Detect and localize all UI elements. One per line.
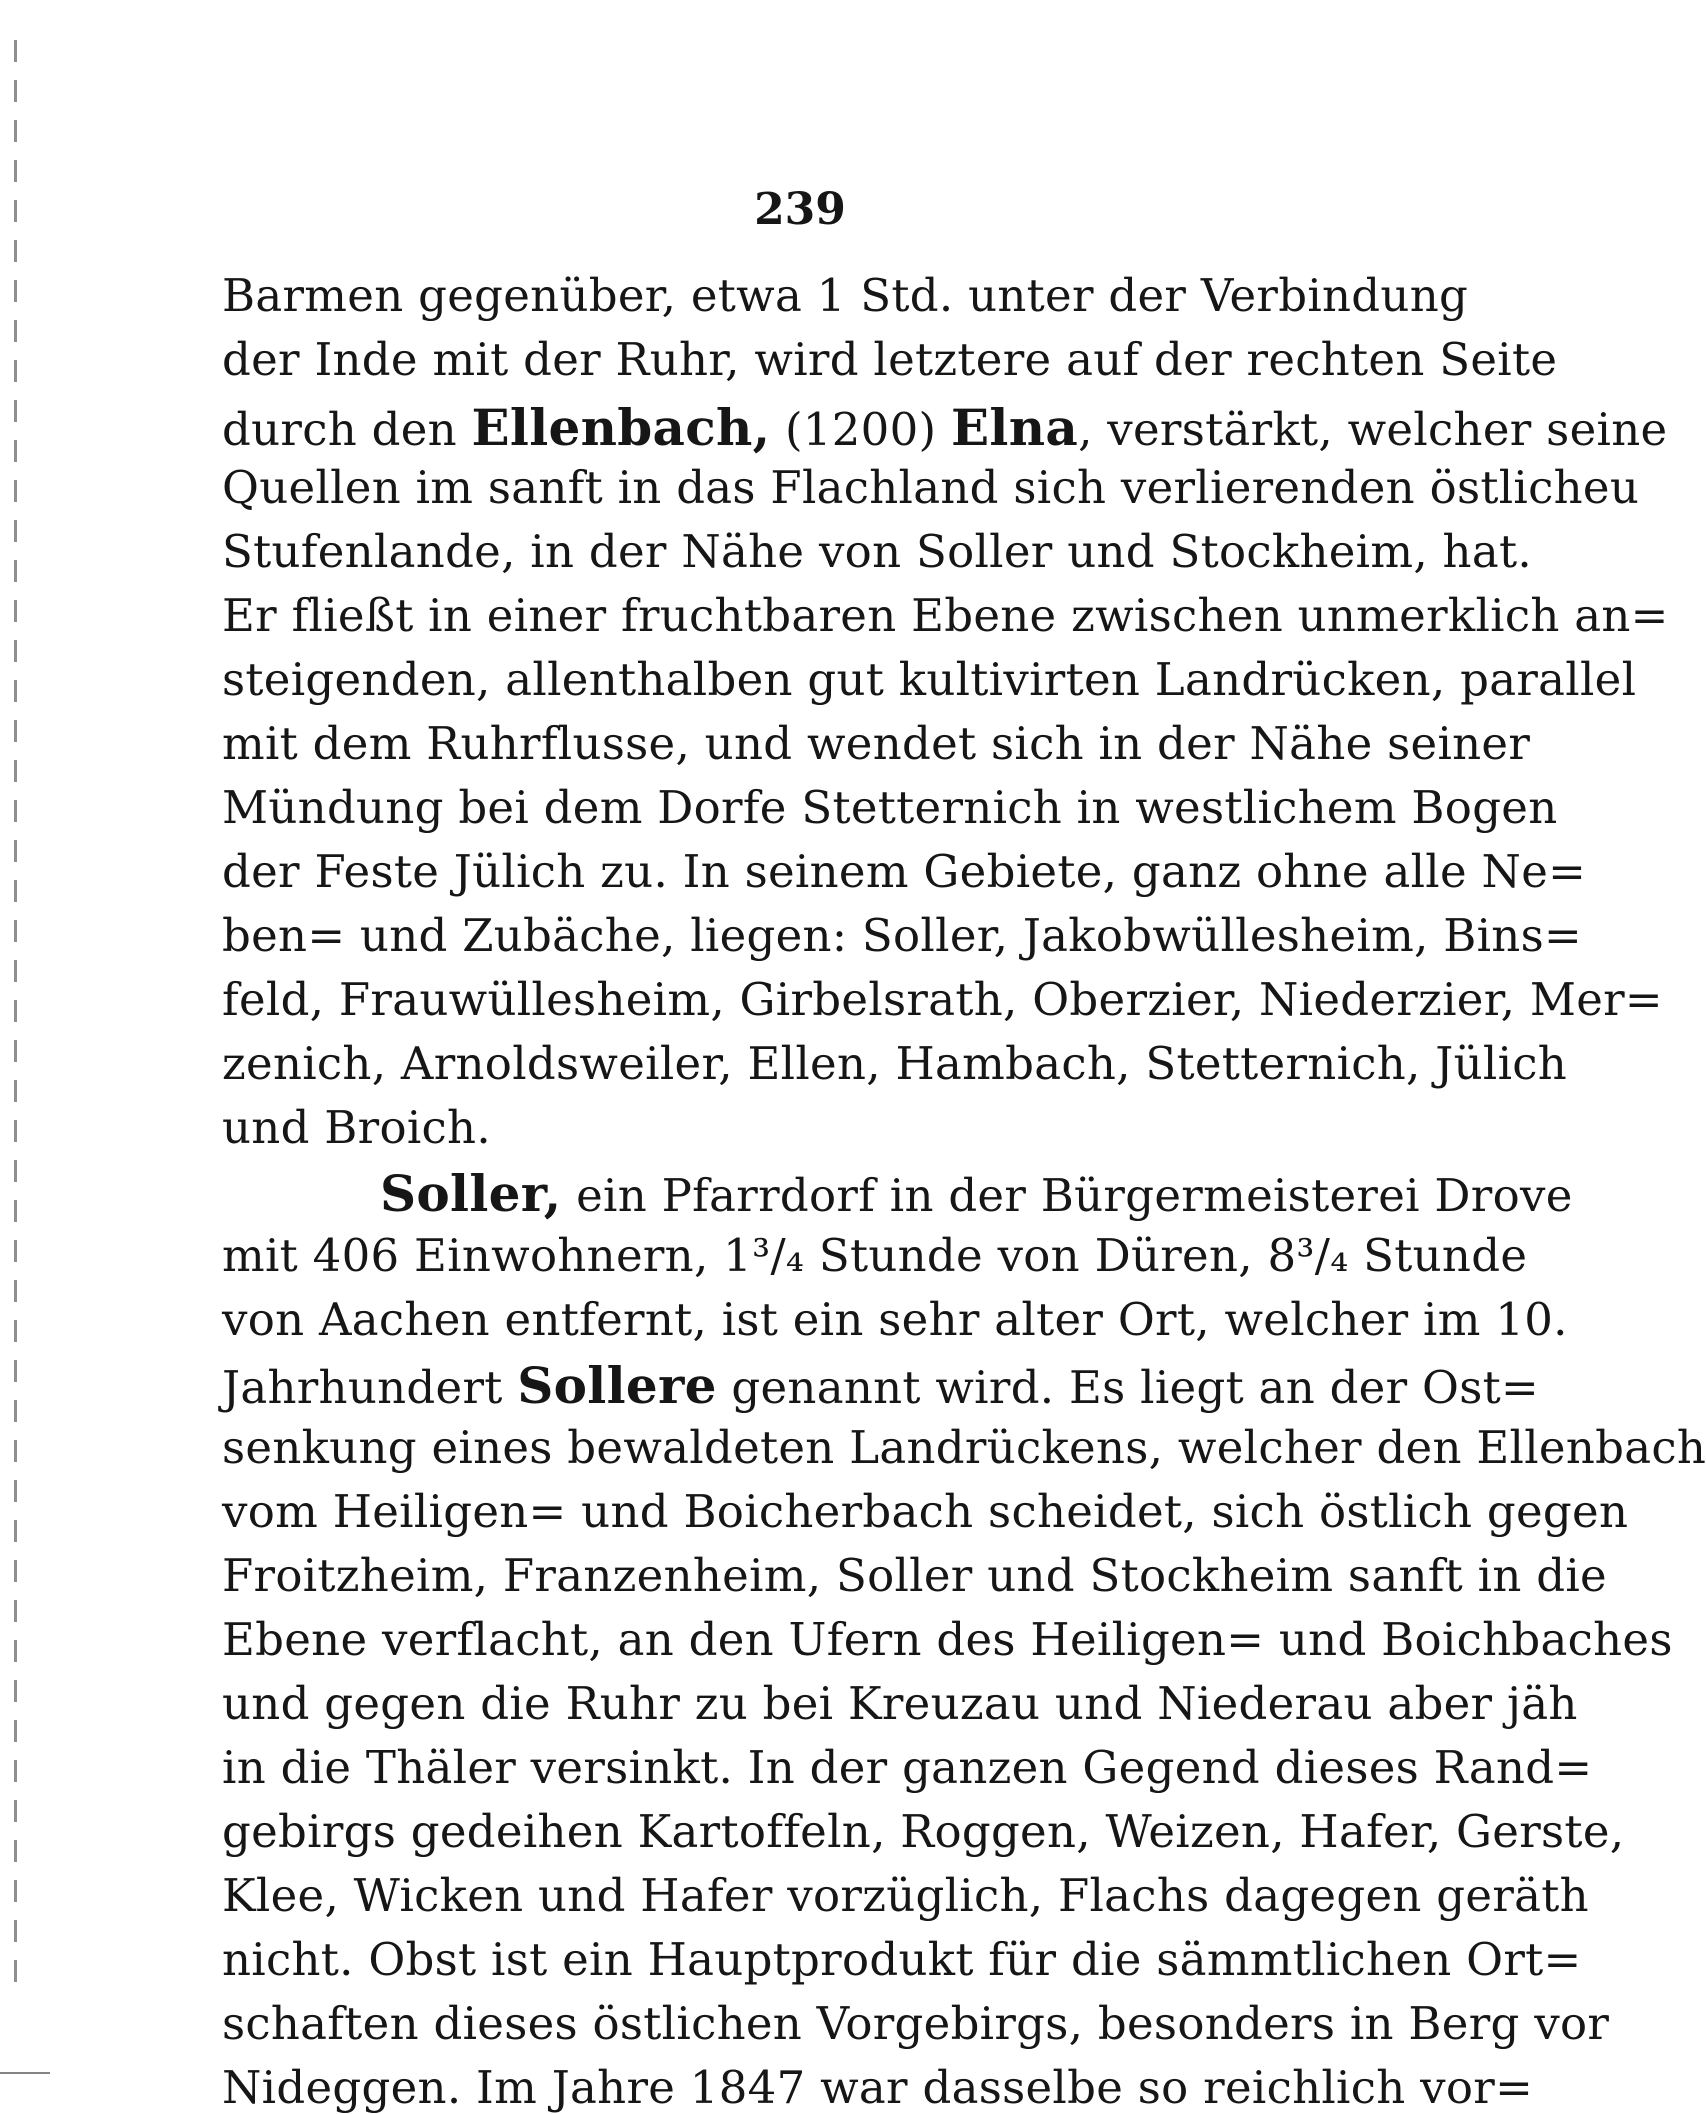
- text-span: Stufenlande, in der Nähe von Soller und Stockheim, hat.: [222, 525, 1532, 578]
- text-line: [222, 717, 1531, 770]
- text-span: Froitzheim, Franzenheim, Soller und Stockheim sanft in die: [222, 1549, 1607, 1602]
- emphasized-term: Sollere: [517, 1356, 717, 1415]
- text-line: [222, 1229, 1528, 1282]
- scan-edge-left: [14, 40, 17, 2000]
- text-line: [222, 1549, 1607, 1602]
- text-span: Ebene verflacht, an den Ufern des Heiligen= und Boichbaches: [222, 1613, 1673, 1666]
- text-span: mit dem Ruhrflusse, und wendet sich in der Nähe seiner: [222, 717, 1531, 770]
- text-line: [222, 1101, 1422, 1154]
- text-span: Er fließt in einer fruchtbaren Ebene zwischen unmerklich an=: [222, 589, 1669, 642]
- text-span: Nideggen. Im Jahre 1847 war dasselbe so reichlich vor=: [222, 2061, 1534, 2114]
- text-line: [380, 1164, 1573, 1223]
- emphasized-term: Ellenbach,: [471, 398, 771, 457]
- text-span: Klee, Wicken und Hafer vorzüglich, Flachs dagegen geräth: [222, 1869, 1589, 1922]
- text-span: schaften dieses östlichen Vorgebirgs, besonders in Berg vor: [222, 1997, 1610, 2050]
- text-line: [222, 973, 1663, 1026]
- text-span: von Aachen entfernt, ist ein sehr alter Ort, welcher im 10.: [222, 1293, 1568, 1346]
- text-span: der Inde mit der Ruhr, wird letztere auf der rechten Seite: [222, 333, 1558, 386]
- emphasized-term: Elna: [951, 398, 1079, 457]
- text-line: [222, 1356, 1540, 1415]
- text-span: Jahrhundert: [222, 1361, 518, 1414]
- text-span: ben= und Zubäche, liegen: Soller, Jakobwüllesheim, Bins=: [222, 909, 1582, 962]
- text-span: vom Heiligen= und Boicherbach scheidet, sich östlich gegen: [222, 1485, 1629, 1538]
- text-span: Quellen im sanft in das Flachland sich verlierenden östlicheu: [222, 461, 1640, 514]
- text-line: [222, 589, 1669, 642]
- text-line: [222, 525, 1532, 578]
- text-line: [222, 269, 1469, 322]
- text-line: [222, 1741, 1593, 1794]
- text-line: [222, 1485, 1629, 1538]
- text-span: genannt wird. Es liegt an der Ost=: [716, 1361, 1540, 1414]
- text-line: [222, 653, 1637, 706]
- text-span: feld, Frauwüllesheim, Girbelsrath, Oberzier, Niederzier, Mer=: [222, 973, 1663, 1026]
- text-span: (1200): [770, 403, 951, 456]
- text-line: [222, 1933, 1582, 1986]
- text-span: der Feste Jülich zu. In seinem Gebiete, ganz ohne alle Ne=: [222, 845, 1587, 898]
- text-line: [222, 398, 1668, 457]
- text-line: [222, 781, 1558, 834]
- text-span: gebirgs gedeihen Kartoffeln, Roggen, Weizen, Hafer, Gerste,: [222, 1805, 1625, 1858]
- text-span: mit 406 Einwohnern, 1³/₄ Stunde von Düren, 8³/₄ Stunde: [222, 1229, 1528, 1282]
- text-line: [222, 333, 1558, 386]
- page-number: 239: [754, 184, 846, 235]
- text-line: [222, 1037, 1568, 1090]
- text-span: Barmen gegenüber, etwa 1 Std. unter der Verbindung: [222, 269, 1469, 322]
- text-span: durch den: [222, 403, 472, 456]
- text-line: [222, 2061, 1534, 2114]
- text-span: ein Pfarrdorf in der Bürgermeisterei Drove: [561, 1169, 1573, 1222]
- text-line: [222, 1997, 1610, 2050]
- text-line: [222, 1421, 1706, 1474]
- text-line: [222, 461, 1640, 514]
- text-span: zenich, Arnoldsweiler, Ellen, Hambach, Stetternich, Jülich: [222, 1037, 1568, 1090]
- text-line: [222, 1613, 1673, 1666]
- scan-edge-bottom: [0, 2072, 50, 2074]
- text-span: und Broich.: [222, 1101, 491, 1154]
- text-line: [222, 1869, 1589, 1922]
- text-span: in die Thäler versinkt. In der ganzen Gegend dieses Rand=: [222, 1741, 1593, 1794]
- text-span: , verstärkt, welcher seine: [1078, 403, 1668, 456]
- text-line: [222, 909, 1582, 962]
- text-span: steigenden, allenthalben gut kultivirten Landrücken, parallel: [222, 653, 1637, 706]
- text-span: Mündung bei dem Dorfe Stetternich in westlichem Bogen: [222, 781, 1558, 834]
- text-line: [222, 845, 1587, 898]
- text-line: [222, 1293, 1568, 1346]
- text-span: nicht. Obst ist ein Hauptprodukt für die sämmtlichen Ort=: [222, 1933, 1582, 1986]
- text-line: [222, 1805, 1625, 1858]
- text-line: [222, 1677, 1578, 1730]
- emphasized-term: Soller,: [380, 1164, 562, 1223]
- text-span: und gegen die Ruhr zu bei Kreuzau und Niederau aber jäh: [222, 1677, 1578, 1730]
- text-span: senkung eines bewaldeten Landrückens, welcher den Ellenbach: [222, 1421, 1706, 1474]
